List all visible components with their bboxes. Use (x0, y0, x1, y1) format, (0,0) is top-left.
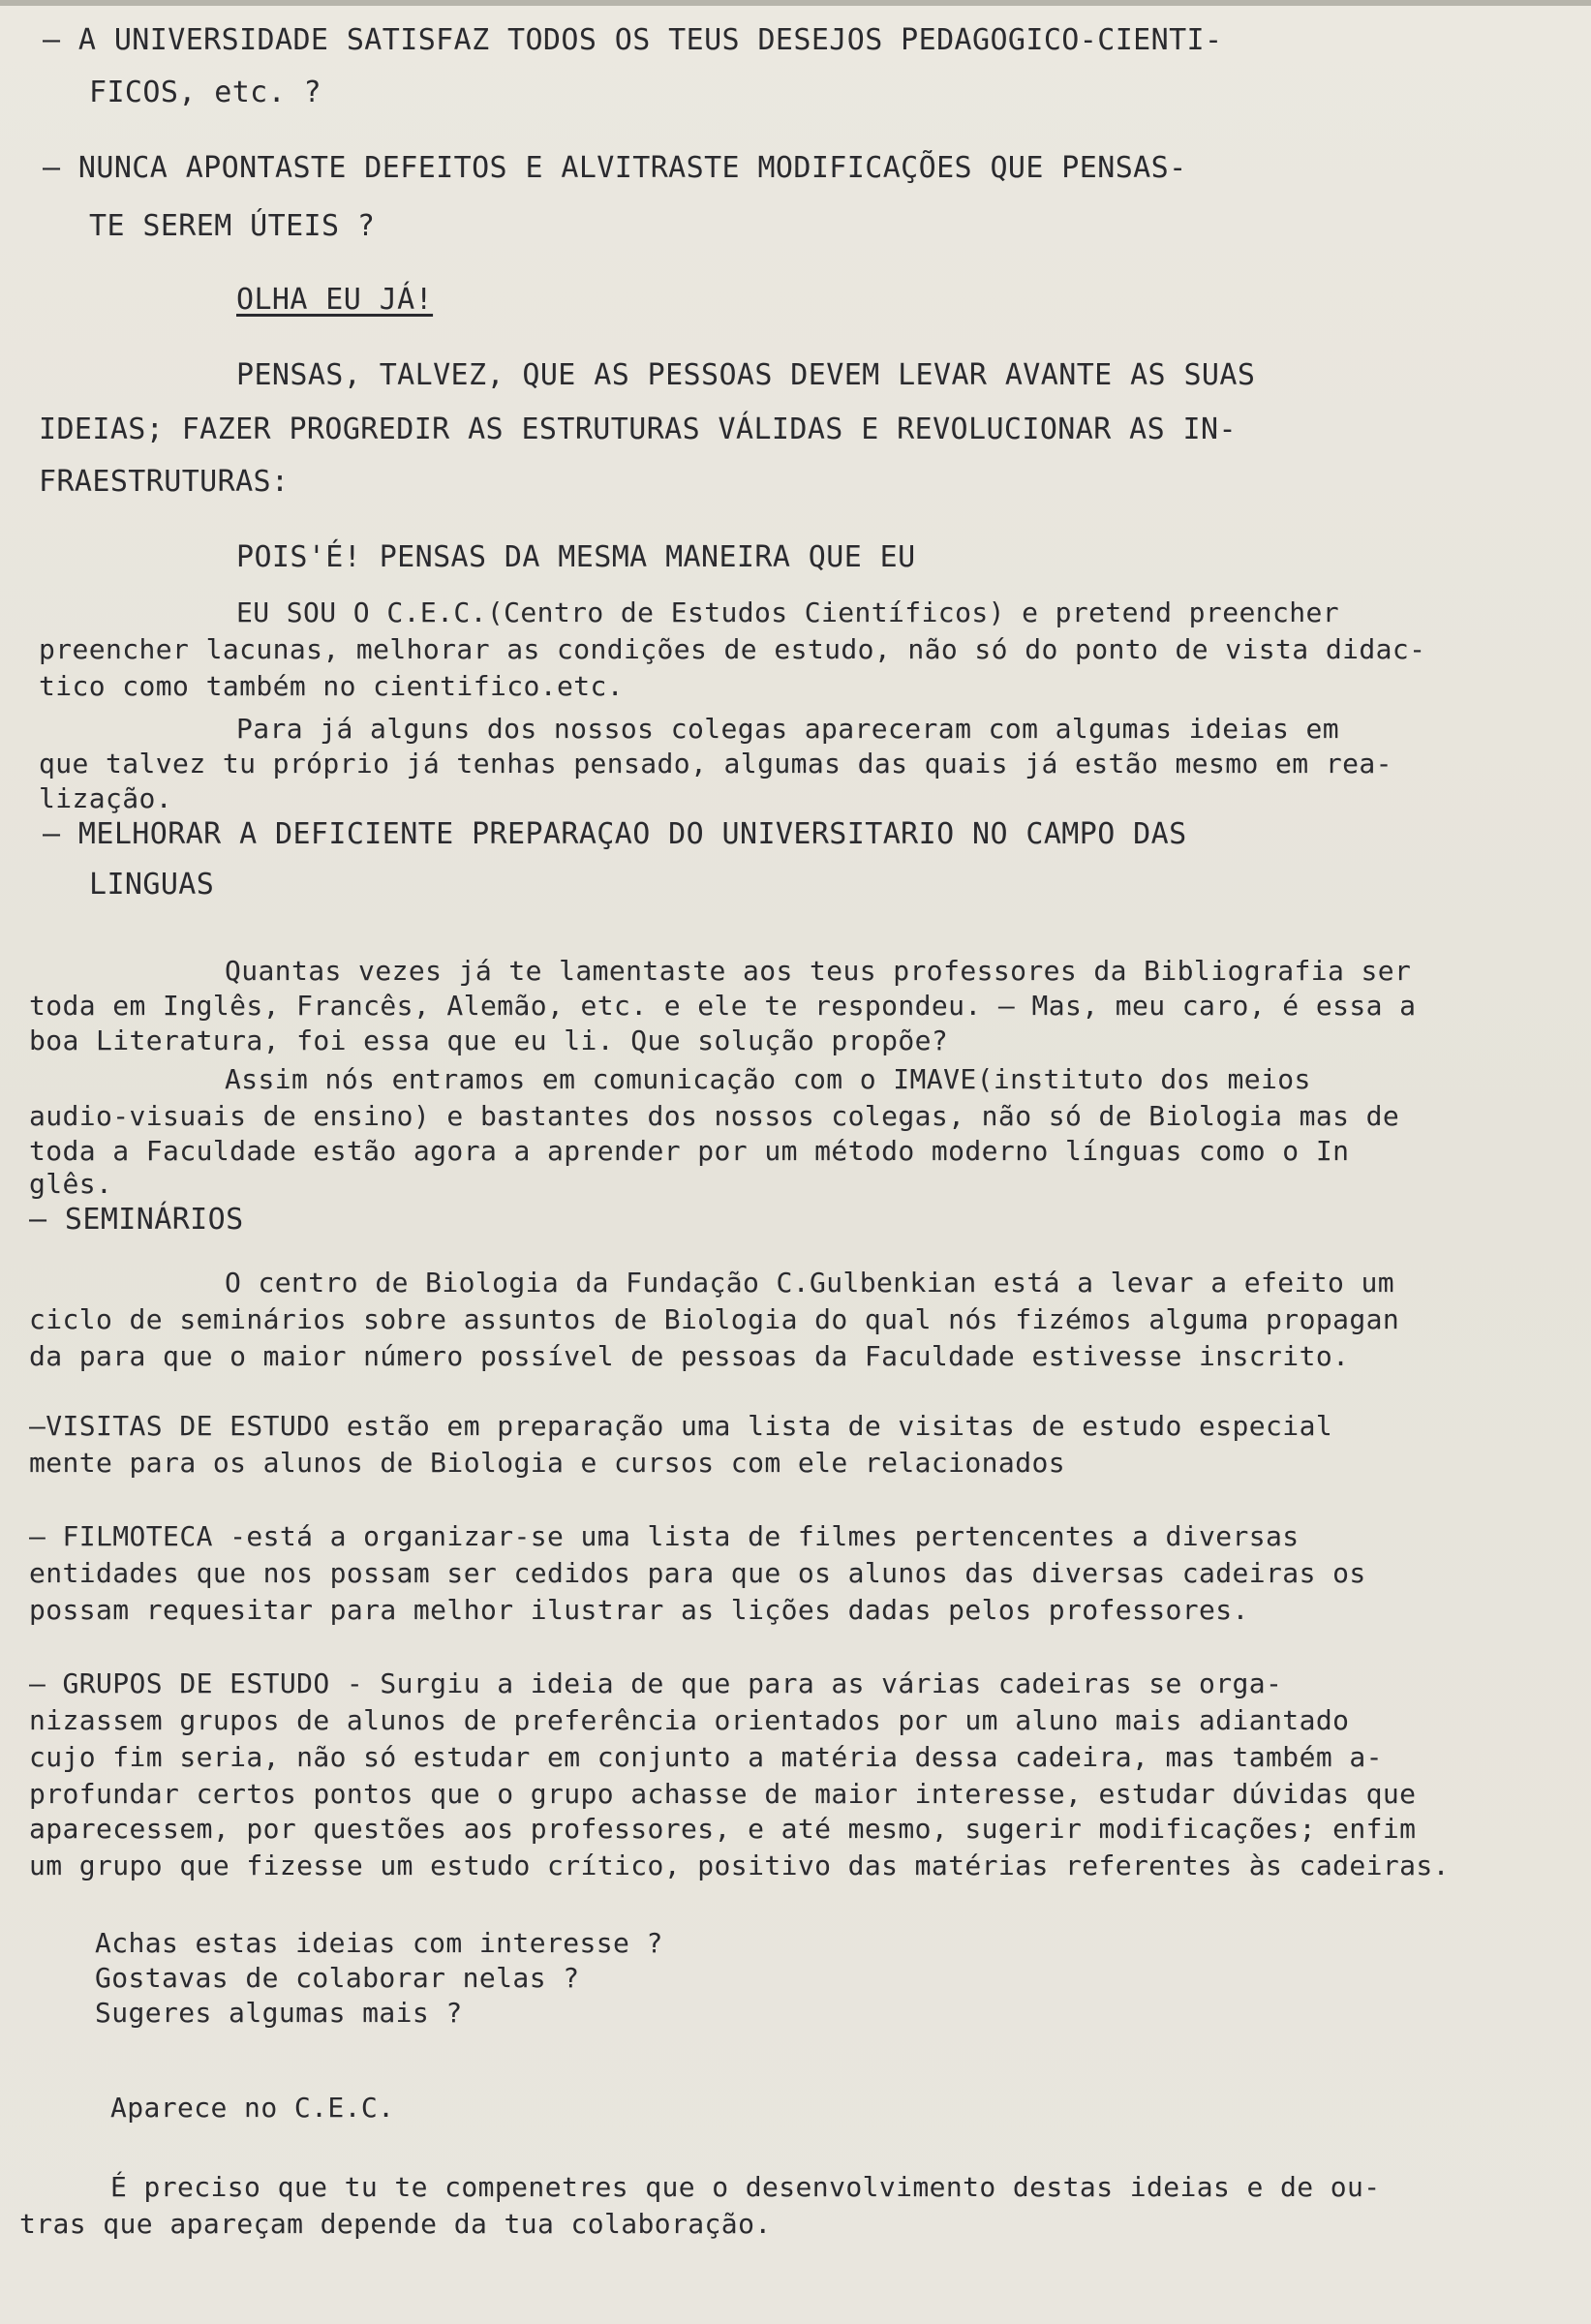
section-visitas-de-estudo-cont: mente para os alunos de Biologia e cursos com ele relacionados (29, 1447, 1065, 1479)
section-linguas: – MELHORAR A DEFICIENTE PREPARAÇAO DO UNIVERSITARIO NO CAMPO DAS (43, 817, 1187, 851)
paragraph-pensas-1: PENSAS, TALVEZ, QUE AS PESSOAS DEVEM LEVAR AVANTE AS SUAS (236, 358, 1256, 392)
paragraph-colegas-2: que talvez tu próprio já tenhas pensado, algumas das quais já estão mesmo em rea- (39, 748, 1392, 780)
heading-olha-eu-ja: OLHA EU JÁ! (236, 283, 434, 317)
closing-paragraph-2: tras que apareçam depende da tua colaboração. (19, 2208, 772, 2240)
page-top-edge (0, 0, 1591, 6)
paragraph-quantas-2: toda em Inglês, Francês, Alemão, etc. e ele te respondeu. – Mas, meu caro, é essa a (29, 990, 1417, 1022)
paragraph-pensas-2: IDEIAS; FAZER PROGREDIR AS ESTRUTURAS VÁLIDAS E REVOLUCIONAR AS IN- (39, 413, 1237, 446)
paragraph-quantas-3: boa Literatura, foi essa que eu li. Que solução propõe? (29, 1024, 949, 1056)
question-defects: – NUNCA APONTASTE DEFEITOS E ALVITRASTE MODIFICAÇÕES QUE PENSAS- (43, 151, 1187, 185)
closing-aparece: Aparece no C.E.C. (110, 2092, 395, 2124)
paragraph-imave-3: toda a Faculdade estão agora a aprender por um método moderno línguas como o In (29, 1135, 1350, 1167)
question-defects-cont: TE SEREM ÚTEIS ? (89, 209, 376, 243)
section-grupos-de-estudo-3: cujo fim seria, não só estudar em conjunto a matéria dessa cadeira, mas também a- (29, 1741, 1383, 1773)
paragraph-pois-e: POIS'É! PENSAS DA MESMA MANEIRA QUE EU (236, 540, 916, 574)
section-filmoteca-3: possam requesitar para melhor ilustrar as lições dadas pelos professores. (29, 1594, 1249, 1626)
paragraph-quantas-1: Quantas vezes já te lamentaste aos teus professores da Bibliografia ser (225, 955, 1412, 987)
section-filmoteca-2: entidades que nos possam ser cedidos para que os alunos das diversas cadeiras os (29, 1557, 1366, 1589)
closing-paragraph-1: É preciso que tu te compenetres que o desenvolvimento destas ideias e de ou- (110, 2171, 1381, 2203)
question-gostavas: Gostavas de colaborar nelas ? (95, 1962, 580, 1994)
paragraph-seminarios-3: da para que o maior número possível de pessoas da Faculdade estivesse inscrito. (29, 1340, 1350, 1372)
paragraph-imave-2: audio-visuais de ensino) e bastantes dos nossos colegas, não só de Biologia mas de (29, 1100, 1400, 1132)
paragraph-colegas-3: lização. (39, 782, 173, 814)
paragraph-seminarios-1: O centro de Biologia da Fundação C.Gulbenkian está a levar a efeito um (225, 1267, 1395, 1299)
section-grupos-de-estudo-2: nizassem grupos de alunos de preferência orientados por um aluno mais adiantado (29, 1704, 1350, 1736)
section-filmoteca: – FILMOTECA -está a organizar-se uma lista de filmes pertencentes a diversas (29, 1520, 1300, 1552)
paragraph-cec-3: tico como também no cientifico.etc. (39, 670, 625, 702)
question-university: – A UNIVERSIDADE SATISFAZ TODOS OS TEUS DESEJOS PEDAGOGICO-CIENTI- (43, 23, 1223, 57)
section-grupos-de-estudo-4: profundar certos pontos que o grupo achasse de maior interesse, estudar dúvidas que (29, 1778, 1417, 1810)
section-grupos-de-estudo-5: aparecessem, por questões aos professores, e até mesmo, sugerir modificações; enfim (29, 1813, 1417, 1845)
paragraph-cec-1: EU SOU O C.E.C.(Centro de Estudos Científicos) e pretend preencher (236, 596, 1339, 628)
section-grupos-de-estudo-6: um grupo que fizesse um estudo crítico, positivo das matérias referentes às cadeiras. (29, 1850, 1450, 1881)
section-visitas-de-estudo: –VISITAS DE ESTUDO estão em preparação uma lista de visitas de estudo especial (29, 1410, 1333, 1442)
section-grupos-de-estudo: – GRUPOS DE ESTUDO - Surgiu a ideia de que para as várias cadeiras se orga- (29, 1667, 1283, 1699)
paragraph-imave-1: Assim nós entramos em comunicação com o IMAVE(instituto dos meios (225, 1063, 1311, 1095)
section-linguas-cont: LINGUAS (89, 868, 215, 902)
question-sugeres: Sugeres algumas mais ? (95, 1997, 463, 2029)
section-seminarios: – SEMINÁRIOS (29, 1203, 244, 1237)
paragraph-cec-2: preencher lacunas, melhorar as condições de estudo, não só do ponto de vista didac- (39, 633, 1426, 665)
paragraph-pensas-3: FRAESTRUTURAS: (39, 465, 290, 499)
paragraph-imave-4: glês. (29, 1168, 113, 1200)
question-university-cont: FICOS, etc. ? (89, 76, 321, 109)
question-achas: Achas estas ideias com interesse ? (95, 1927, 663, 1959)
paragraph-seminarios-2: ciclo de seminários sobre assuntos de Biologia do qual nós fizémos alguma propagan (29, 1303, 1400, 1335)
paragraph-colegas-1: Para já alguns dos nossos colegas apareceram com algumas ideias em (236, 713, 1339, 745)
